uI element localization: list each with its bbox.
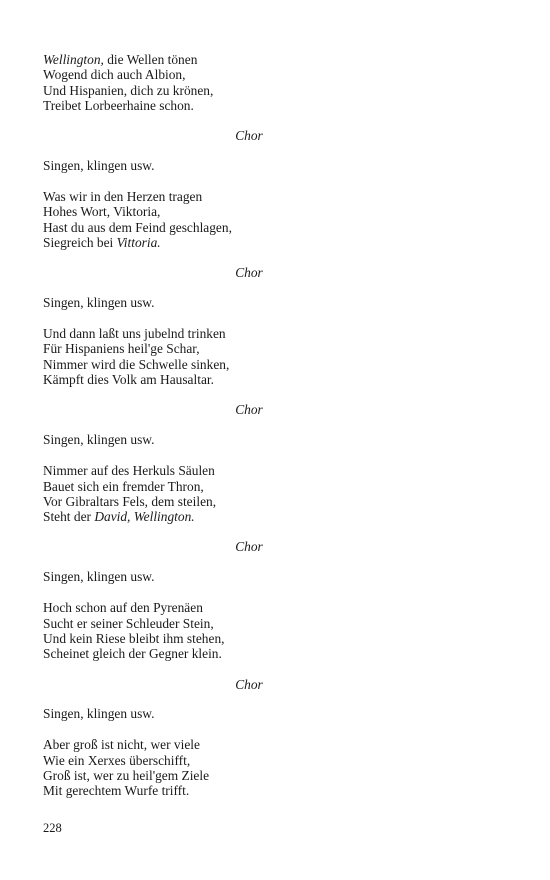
stanza-2 [43, 189, 503, 250]
refrain-line: Singen, klingen usw. [43, 295, 155, 311]
verse-line: Bauet sich ein fremder Thron, [43, 478, 204, 494]
stanza-6 [43, 737, 503, 798]
verse-line: Wie ein Xerxes überschifft, [43, 752, 191, 768]
verse-line: Aber groß ist nicht, wer viele [43, 737, 200, 753]
verse-line: Hast du aus dem Feind geschlagen, [43, 219, 232, 235]
stanza-5 [43, 600, 503, 661]
verse-line: Scheinet gleich der Gegner klein. [43, 646, 222, 662]
chor-heading: Chor [235, 402, 263, 418]
verse-line: Und kein Riese bleibt ihm stehen, [43, 630, 225, 646]
verse-line: Hoch schon auf den Pyrenäen [43, 600, 203, 616]
verse-line: Und Hispanien, dich zu krönen, [43, 82, 214, 98]
verse-line: Vor Gibraltars Fels, dem steilen, [43, 493, 217, 509]
verse-line: Wellington, die Wellen tönen [43, 52, 198, 67]
verse-line: Groß ist, wer zu heil'gem Ziele [43, 767, 210, 783]
chor-heading: Chor [235, 539, 263, 555]
emphasis-name: David, Wellington. [94, 509, 195, 525]
verse-line: Mit gerechtem Wurfe trifft. [43, 783, 190, 799]
emphasis-name: Wellington, [43, 52, 104, 67]
verse-line: Hohes Wort, Viktoria, [43, 204, 161, 220]
verse-line: Siegreich bei Vittoria. [43, 234, 161, 250]
stanza-4 [43, 463, 503, 524]
refrain-line: Singen, klingen usw. [43, 706, 155, 722]
verse-line: Steht der David, Wellington. [43, 509, 195, 525]
poem-page [43, 52, 503, 799]
verse-line: Treibet Lorbeerhaine schon. [43, 97, 194, 113]
verse-line: Nimmer auf des Herkuls Säulen [43, 463, 215, 479]
chor-heading: Chor [235, 265, 263, 281]
emphasis-name: Vittoria. [116, 234, 161, 250]
refrain-line: Singen, klingen usw. [43, 432, 155, 448]
chor-heading: Chor [235, 128, 263, 144]
refrain-line: Singen, klingen usw. [43, 157, 155, 173]
verse-line: Sucht er seiner Schleuder Stein, [43, 615, 214, 631]
verse-line: Für Hispaniens heil'ge Schar, [43, 341, 200, 357]
verse-line: Nimmer wird die Schwelle sinken, [43, 356, 230, 372]
stanza-1 [43, 52, 503, 113]
chor-heading: Chor [235, 676, 263, 692]
verse-line: Was wir in den Herzen tragen [43, 189, 203, 205]
verse-line: Und dann laßt uns jubelnd trinken [43, 326, 226, 342]
stanza-3 [43, 326, 503, 387]
refrain-line: Singen, klingen usw. [43, 569, 155, 585]
page-number: 228 [43, 821, 62, 835]
verse-line: Kämpft dies Volk am Hausaltar. [43, 372, 214, 388]
verse-line: Wogend dich auch Albion, [43, 67, 186, 83]
